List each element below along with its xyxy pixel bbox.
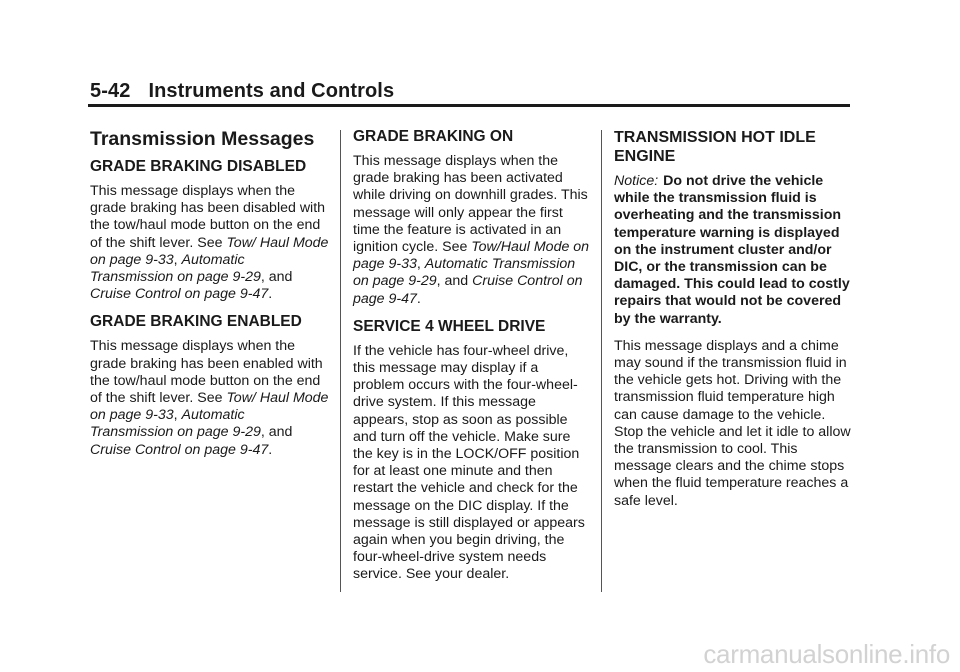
period: .: [416, 290, 421, 307]
separator: ,: [173, 407, 182, 424]
link-cruise-control[interactable]: Cruise Control on page 9-47: [353, 273, 583, 307]
link-tow-haul-mode[interactable]: Tow/ Haul Mode on page 9-33: [90, 390, 329, 424]
paragraph-transmission-hot: This message displays and a chime may sound if the transmission fluid in the vehicle gets hot. Driving with the transmission fluid temperature high can cause damage to the vehicle. Stop the vehicle and let it idle to allow the transmission to cool. This message clears and the chime stops when the fluid temperature reaches a safe level.: [614, 337, 851, 509]
period: .: [268, 441, 273, 458]
separator: , and: [260, 269, 293, 286]
heading-service-4-wheel-drive: SERVICE 4 WHEEL DRIVE: [353, 317, 546, 335]
page-header: [90, 80, 394, 103]
separator: , and: [436, 273, 473, 290]
heading-grade-braking-enabled: GRADE BRAKING ENABLED: [90, 313, 302, 331]
separator: , and: [260, 424, 293, 441]
paragraph-service-4-wheel-drive: If the vehicle has four-wheel drive, this message may display if a problem occurs with the four-wheel-drive system. If this message appears, stop as soon as possible and turn off the vehicle. Make sure the key is in the LOCK/OFF position for at least one minute and then restart the vehicle and check for the message on the DIC display. If the message is still displayed or appears again when you begin driving, the four-wheel-drive system needs service. See your dealer.: [353, 342, 585, 583]
separator: ,: [173, 251, 182, 268]
link-automatic-transmission[interactable]: Automatic Transmission on page 9-29: [90, 407, 261, 441]
notice-text: Do not drive the vehicle while the transmission fluid is overheating and the transmission temperature warning is displayed on the instrument cluster and/or DIC, or the transmission can be damaged. This could lead to costly repairs that would not be covered by the warranty.: [614, 173, 850, 327]
section-title: Transmission Messages: [90, 128, 315, 150]
link-tow-haul-mode[interactable]: Tow/Haul Mode on page 9-33: [353, 239, 590, 273]
link-automatic-transmission[interactable]: Automatic Transmission on page 9-29: [353, 256, 576, 290]
body-text: This message displays when the grade braking has been disabled with the tow/haul mode button on the end of the shift lever. See: [90, 183, 326, 251]
paragraph-grade-braking-on: [353, 153, 591, 308]
column-3: [614, 128, 856, 520]
column-1: [90, 128, 330, 469]
period: .: [268, 286, 273, 303]
header-rule: [88, 104, 850, 107]
notice-label: Notice:: [614, 173, 659, 189]
column-2: [353, 128, 591, 594]
link-tow-haul-mode[interactable]: Tow/ Haul Mode on page 9-33: [90, 234, 329, 268]
link-cruise-control[interactable]: Cruise Control on page 9-47: [90, 441, 269, 458]
chapter-title: Instruments and Controls: [148, 80, 395, 102]
notice-paragraph: [614, 173, 856, 328]
separator: ,: [416, 256, 425, 273]
page-number: 5-42: [90, 80, 131, 102]
column-divider-2: [601, 130, 602, 592]
heading-transmission-hot-idle-engine: TRANSMISSION HOT IDLE ENGINE: [614, 129, 816, 165]
link-automatic-transmission[interactable]: Automatic Transmission on page 9-29: [90, 251, 261, 286]
link-cruise-control[interactable]: Cruise Control on page 9-47: [90, 286, 269, 303]
heading-grade-braking-on: GRADE BRAKING ON: [353, 128, 514, 145]
column-divider-1: [340, 130, 341, 592]
watermark: carmanualsonline.info: [703, 639, 950, 669]
heading-grade-braking-disabled: GRADE BRAKING DISABLED: [90, 158, 307, 175]
paragraph-grade-braking-enabled: [90, 338, 330, 458]
body-text: This message displays when the grade braking has been enabled with the tow/haul mode button on the end of the shift lever. See: [90, 338, 323, 407]
paragraph-grade-braking-disabled: [90, 183, 330, 303]
body-text: This message displays when the grade braking has been activated while driving on downhill grades. This message will only appear the first time the feature is activated in an ignition cycle. See: [353, 153, 588, 256]
